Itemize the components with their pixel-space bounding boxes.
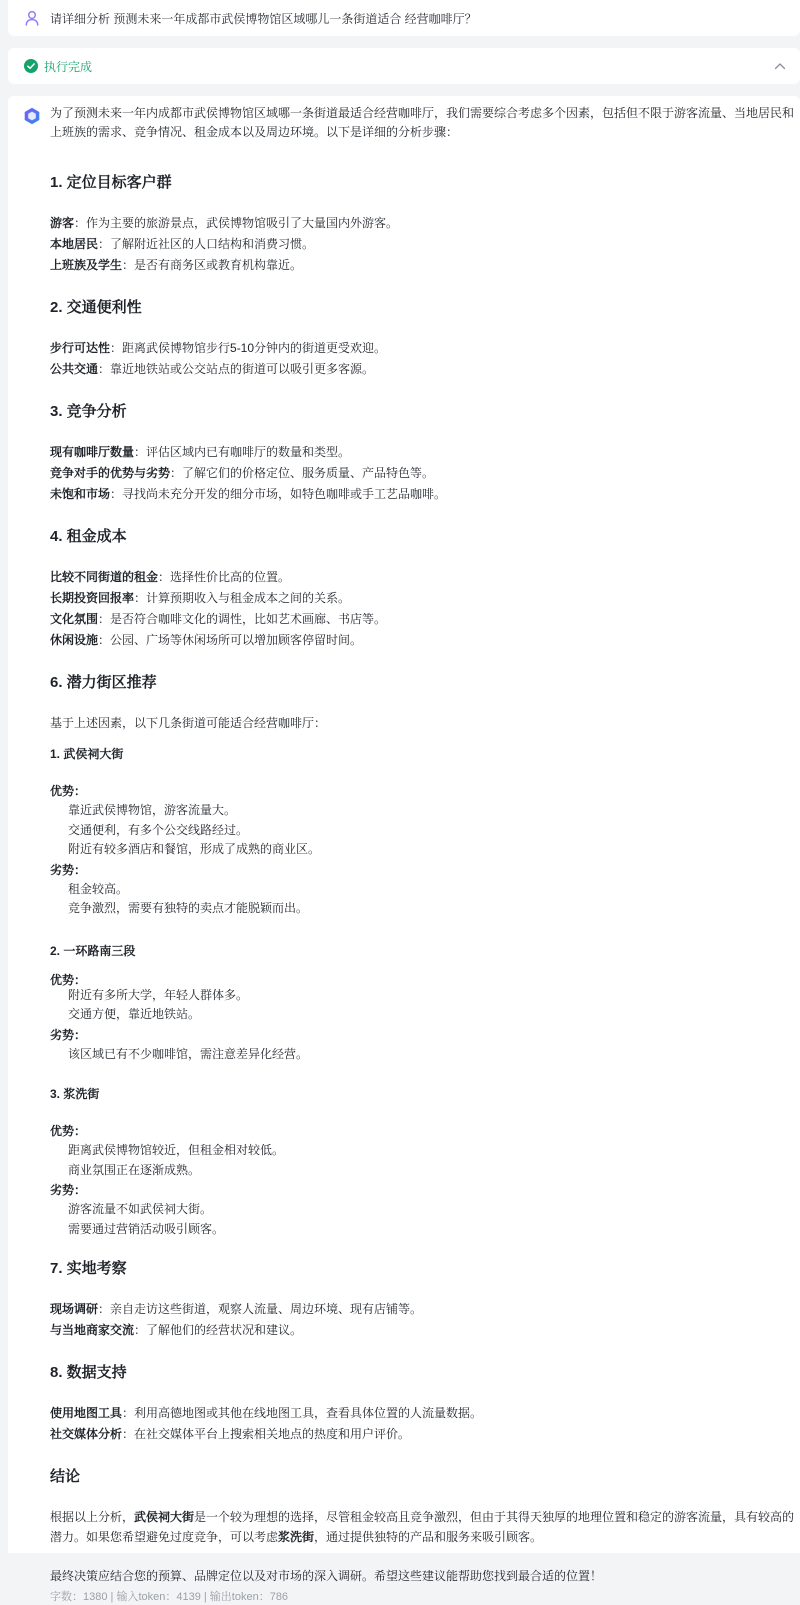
list-item: 比较不同街道的租金：选择性价比高的位置。: [50, 570, 291, 584]
list-item: 休闲设施：公园、广场等休闲场所可以增加顾客停留时间。: [50, 633, 363, 647]
bot-logo-icon: [23, 107, 41, 125]
chevron-up-icon[interactable]: [774, 60, 786, 72]
answer-content: [50, 104, 795, 1605]
list-item: 竞争激烈，需要有独特的卖点才能脱颖而出。: [68, 901, 309, 915]
list-item: 商业氛围正在逐渐成熟。: [68, 1162, 201, 1177]
token-stats: 字数：1380 | 输入token：4139 | 输出token：786: [50, 1591, 289, 1603]
list-item: 附近有较多酒店和餐馆，形成了成熟的商业区。: [68, 842, 321, 856]
list-item: 租金较高。: [68, 881, 129, 896]
status-bar: [8, 48, 800, 84]
user-icon: [24, 10, 40, 26]
list-item: 长期投资回报率：计算预期收入与租金成本之间的关系。: [50, 591, 351, 605]
list-item: 步行可达性：距离武侯博物馆步行5-10分钟内的街道更受欢迎。: [50, 341, 387, 355]
question-text: 请详细分析 预测未来一年成都市武侯博物馆区域哪儿一条街道适合 经营咖啡厅？: [50, 11, 477, 26]
pros-label: 优势：: [50, 972, 87, 987]
intro-paragraph: 为了预测未来一年内成都市武侯博物馆区域哪一条街道最适合经营咖啡厅，我们需要综合考虑多个因素，包括但不限于游客流量、当地居民和上班族的需求、竞争情况、租金成本以及周边环境。以下是详细的分析步骤：: [50, 106, 795, 139]
list-item: 竞争对手的优势与劣势：了解它们的价格定位、服务质量、产品特色等。: [50, 466, 435, 480]
cons-label: 劣势：: [50, 1027, 87, 1042]
list-item: 文化氛围：是否符合咖啡文化的调性，比如艺术画廊、书店等。: [50, 612, 387, 626]
list-item: 本地居民：了解附近社区的人口结构和消费习惯。: [50, 237, 315, 251]
pros-label: 优势：: [50, 1124, 87, 1138]
conclusion-paragraph: 根据以上分析，武侯祠大街是一个较为理想的选择，尽管租金较高且竞争激烈，但由于其得天独厚的地理位置和稳定的游客流量，具有较高的潜力。如果您希望避免过度竞争，可以考虑浆洗街，通过提供独特的产品和服务来吸引顾客。: [50, 1510, 795, 1544]
list-item: 公共交通：靠近地铁站或公交站点的街道可以吸引更多客源。: [50, 362, 375, 376]
section-heading: 6. 潜力街区推荐: [50, 674, 157, 691]
list-item: 附近有多所大学，年轻人群体多。: [68, 987, 249, 1002]
section-heading: 3. 竞争分析: [50, 403, 127, 420]
list-item: 该区域已有不少咖啡馆，需注意差异化经营。: [68, 1046, 309, 1061]
status-text: 执行完成: [44, 59, 93, 74]
list-item: 上班族及学生：是否有商务区或教育机构靠近。: [50, 258, 303, 272]
street-heading: 3. 浆洗街: [50, 1087, 100, 1101]
cons-label: 劣势：: [50, 862, 87, 877]
street-heading: 2. 一环路南三段: [50, 943, 136, 958]
check-circle-icon: [24, 59, 38, 73]
street-heading: 1. 武侯祠大街: [50, 747, 124, 761]
list-item: 与当地商家交流：了解他们的经营状况和建议。: [50, 1323, 303, 1337]
cons-label: 劣势：: [50, 1183, 87, 1197]
list-item: 现有咖啡厅数量：评估区域内已有咖啡厅的数量和类型。: [50, 445, 351, 459]
list-item: 交通便利，有多个公交线路经过。: [68, 822, 249, 837]
list-item: 交通方便，靠近地铁站。: [68, 1007, 201, 1021]
list-item: 需要通过营销活动吸引顾客。: [68, 1221, 225, 1236]
section-lead: 基于上述因素，以下几条街道可能适合经营咖啡厅：: [50, 716, 327, 730]
section-heading: 7. 实地考察: [50, 1260, 127, 1277]
section-heading: 8. 数据支持: [50, 1364, 127, 1381]
closing-paragraph: 最终决策应结合您的预算、品牌定位以及对市场的深入调研。希望这些建议能帮助您找到最合适的位置！: [50, 1569, 603, 1583]
section-heading: 2. 交通便利性: [50, 299, 142, 316]
section-heading: 1. 定位目标客户群: [50, 174, 172, 191]
list-item: 游客流量不如武侯祠大街。: [68, 1202, 213, 1216]
list-item: 靠近武侯博物馆，游客流量大。: [68, 803, 237, 817]
section-heading: 4. 租金成本: [50, 528, 127, 545]
list-item: 游客：作为主要的旅游景点，武侯博物馆吸引了大量国内外游客。: [50, 216, 399, 230]
list-item: 未饱和市场：寻找尚未充分开发的细分市场，如特色咖啡或手工艺品咖啡。: [50, 487, 447, 501]
list-item: 社交媒体分析：在社交媒体平台上搜索相关地点的热度和用户评价。: [50, 1427, 411, 1441]
list-item: 使用地图工具：利用高德地图或其他在线地图工具，查看具体位置的人流量数据。: [50, 1406, 483, 1420]
list-item: 现场调研：亲自走访这些街道，观察人流量、周边环境、现有店铺等。: [50, 1302, 423, 1316]
question-bar: [8, 0, 800, 36]
conclusion-heading: 结论: [50, 1468, 81, 1485]
pros-label: 优势：: [50, 784, 87, 798]
answer-panel: [8, 96, 800, 1603]
list-item: 距离武侯博物馆较近，但租金相对较低。: [68, 1143, 285, 1157]
